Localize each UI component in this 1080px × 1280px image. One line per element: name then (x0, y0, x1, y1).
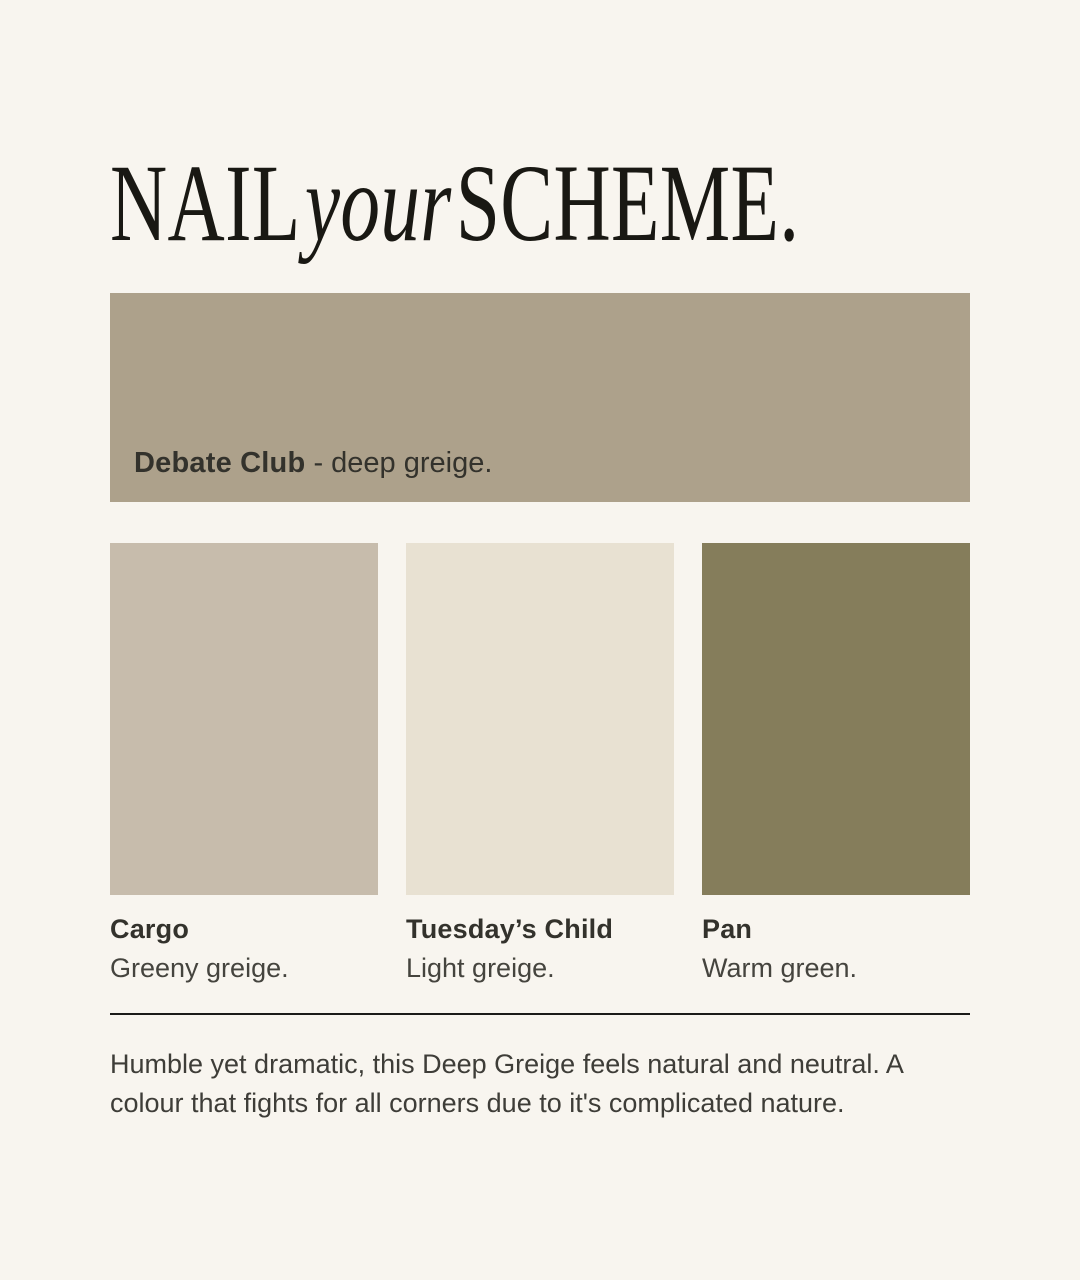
footer-description-line2: colour that fights for all corners due to it's complicated nature. (110, 1088, 845, 1118)
page-title (110, 142, 800, 264)
swatch-description: Greeny greige. (110, 953, 289, 984)
title-word-scheme: SCHEME. (455, 142, 800, 264)
swatch-card-tuesdays-child (406, 543, 674, 985)
swatch-row (110, 543, 970, 985)
divider (110, 1013, 970, 1015)
swatch-name: Tuesday’s Child (406, 914, 614, 944)
swatch-card-pan (702, 543, 970, 985)
title-word-your: your (304, 142, 452, 264)
footer-description (110, 1045, 990, 1123)
hero-swatch-name: Debate Club (134, 447, 306, 480)
swatch-chip-cargo (110, 543, 378, 895)
swatch-description: Warm green. (702, 953, 858, 984)
hero-swatch-description: deep greige. (331, 447, 493, 480)
hero-swatch-separator: - (305, 447, 332, 480)
hero-swatch-caption (134, 448, 492, 480)
swatch-chip-tuesdays-child (406, 543, 674, 895)
swatch-chip-pan (702, 543, 970, 895)
swatch-card-cargo (110, 543, 378, 985)
swatch-name: Pan (702, 914, 753, 944)
footer-description-line1: Humble yet dramatic, this Deep Greige feels natural and neutral. A (110, 1049, 904, 1079)
swatch-name: Cargo (110, 914, 190, 944)
hero-swatch-debate-club (110, 293, 970, 502)
title-word-nail: NAIL (110, 142, 301, 264)
swatch-description: Light greige. (406, 953, 555, 984)
